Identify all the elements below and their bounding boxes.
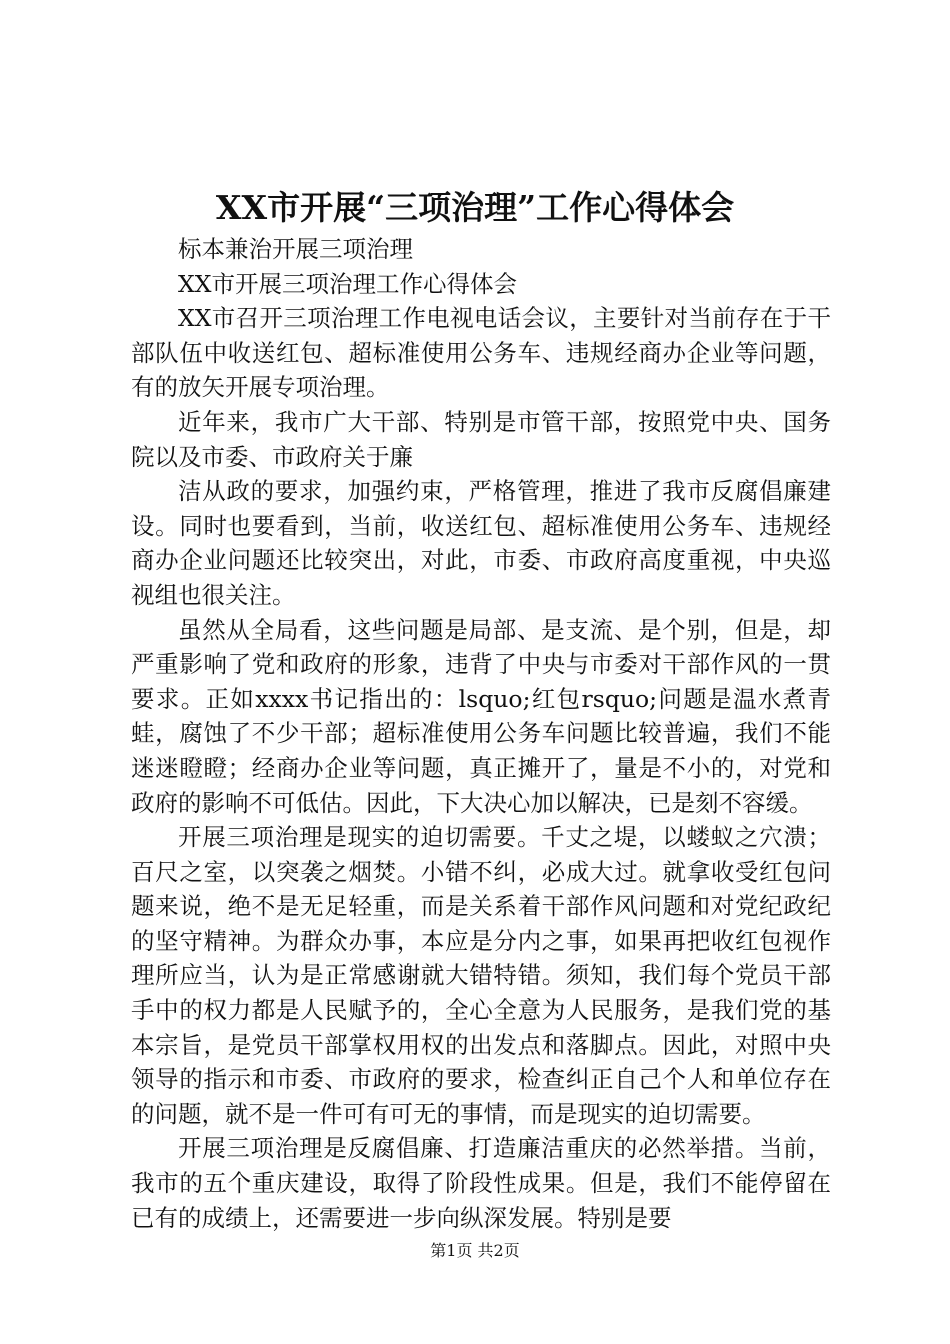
paragraph: 标本兼治开展三项治理: [178, 235, 413, 263]
paragraph: 开展三项治理是现实的迫切需要。千丈之堤，以蝼蚁之穴溃；百尺之室，以突袭之烟焚。小错不纠，必成大过。就拿收受红包问题来说，绝不是无足轻重，而是关系着干部作风问题和对党纪政纪的坚守精神。为群众办事，本应是分内之事，如果再把收红包视作理所应当，认为是正常感谢就大错特错。须知，我们每个党员干部手中的权力都是人民赋予的，全心全意为人民服务，是我们党的基本宗旨，是党员干部掌权用权的出发点和落脚点。因此，对照中央领导的指示和市委、市政府的要求，检查纠正自己个人和单位存在的问题，就不是一件可有可无的事情，而是现实的迫切需要。: [131, 823, 831, 1128]
paragraph: XX市开展三项治理工作心得体会: [178, 269, 517, 298]
document-title: XX市开展“三项治理”工作心得体会: [215, 188, 735, 227]
paragraph: XX市召开三项治理工作电视电话会议，主要针对当前存在于干部队伍中收送红包、超标准使用公务车、违规经商办企业等问题，有的放矢开展专项治理。: [131, 304, 831, 402]
paragraph: 开展三项治理是反腐倡廉、打造廉洁重庆的必然举措。当前，我市的五个重庆建设，取得了阶段性成果。但是，我们不能停留在已有的成绩上，还需要进一步向纵深发展。特别是要: [131, 1134, 831, 1232]
paragraph: 近年来，我市广大干部、特别是市管干部，按照党中央、国务院以及市委、市政府关于廉: [131, 407, 831, 471]
document-body: [131, 232, 831, 1235]
paragraph: 洁从政的要求，加强约束，严格管理，推进了我市反腐倡廉建设。同时也要看到，当前，收送红包、超标准使用公务车、违规经商办企业问题还比较突出，对此，市委、市政府高度重视，中央巡视组也很关注。: [131, 477, 831, 609]
page-footer: 第1页 共2页: [430, 1241, 520, 1260]
paragraph: 虽然从全局看，这些问题是局部、是支流、是个别，但是，却严重影响了党和政府的形象，违背了中央与市委对干部作风的一贯要求。正如xxxx书记指出的：lsquo;红包rsquo;问题是温水煮青蛙，腐蚀了不少干部；超标准使用公务车问题比较普遍，我们不能迷迷瞪瞪；经商办企业等问题，真正摊开了，量是不小的，对党和政府的影响不可低估。因此，下大决心加以解决，已是刻不容缓。: [131, 615, 831, 817]
